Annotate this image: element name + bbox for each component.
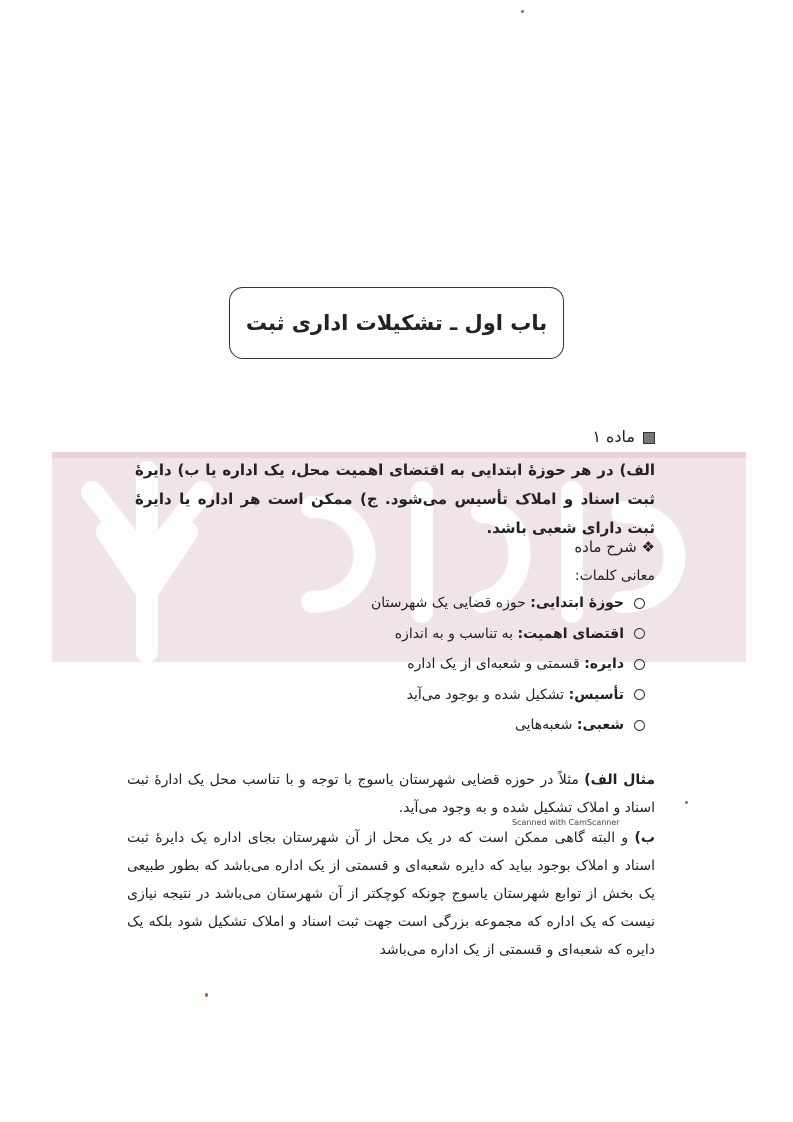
square-bullet-icon (643, 432, 655, 444)
definition-meaning: قسمتی و شعبه‌ای از یک اداره (407, 656, 585, 672)
scan-speck (521, 10, 524, 13)
example-b-text: و البته گاهی ممکن است که در یک محل از آن شهرستان بجای اداره یک دایرهٔ ثبت اسناد و املاک بوجود بیاید که دایره شعبه‌ای و قسمتی از یک اداره می‌باشد که بطور طبیعی یک بخش از توابع شهرستان یاسوج چونکه کوچکتر از آن شهرستان می‌باشد در نتیجه نیازی نیست که یک اداره که مجموعه بزرگی است جهت ثبت اسناد و املاک تشکیل شود بلکه یک دایره که شعبه‌ای و قسمتی از یک اداره می‌باشد (127, 830, 655, 958)
chapter-title-box (229, 287, 564, 359)
example-a-label: مثال الف) (584, 772, 655, 788)
circle-bullet-icon (634, 598, 645, 609)
scan-speck (685, 801, 688, 804)
definition-meaning: تشکیل شده و بوجود می‌آید (406, 686, 569, 703)
definition-item (371, 656, 645, 687)
definition-item (371, 717, 645, 748)
circle-bullet-icon (634, 689, 645, 700)
commentary-heading (574, 538, 655, 556)
example-a-text: مثلاً در حوزه قضایی شهرستان یاسوج با توجه و با تناسب محل یک ادارهٔ ثبت اسناد و املاک تشکیل شده و به وجود می‌آید. (127, 772, 655, 816)
definition-item (371, 687, 645, 718)
definition-item (371, 595, 645, 626)
meanings-label: معانی کلمات: (574, 568, 655, 584)
scanner-footer: Scanned with CamScanner (512, 818, 620, 827)
article-heading (592, 427, 655, 446)
article-heading-text: ماده ۱ (592, 427, 635, 446)
definition-term: دایره: (584, 656, 624, 672)
circle-bullet-icon (634, 628, 645, 639)
example-b-paragraph (127, 824, 655, 964)
definition-meaning: شعبه‌هایی (514, 717, 577, 733)
diamond-bullet-icon: ❖ (636, 538, 655, 556)
circle-bullet-icon (634, 720, 645, 731)
definition-meaning: حوزه قضایی یک شهرستان (370, 595, 531, 611)
scan-speck (205, 993, 208, 997)
article-text: الف) در هر حوزهٔ ابتدایی به اقتضای اهمیت محل، یک اداره یا ب) دایرهٔ ثبت اسناد و املاک تأسیس می‌شود. ج) ممکن است هر اداره یا دایرهٔ ثبت دارای شعبی باشد. (135, 461, 655, 537)
commentary-heading-text: شرح ماده (574, 538, 637, 556)
definitions-list (371, 595, 645, 748)
example-b-label: ب) (634, 830, 655, 846)
definition-term: شعبی: (576, 717, 624, 733)
chapter-title: باب اول ـ تشکیلات اداری ثبت (245, 311, 548, 335)
definition-term: تأسیس: (568, 686, 624, 703)
definition-item (371, 626, 645, 657)
definition-meaning: به تناسب و به اندازه (394, 625, 518, 642)
example-a-paragraph (127, 766, 655, 822)
definition-term: حوزهٔ ابتدایی: (530, 595, 624, 611)
circle-bullet-icon (634, 659, 645, 670)
definition-term: اقتضای اهمیت: (517, 625, 624, 642)
